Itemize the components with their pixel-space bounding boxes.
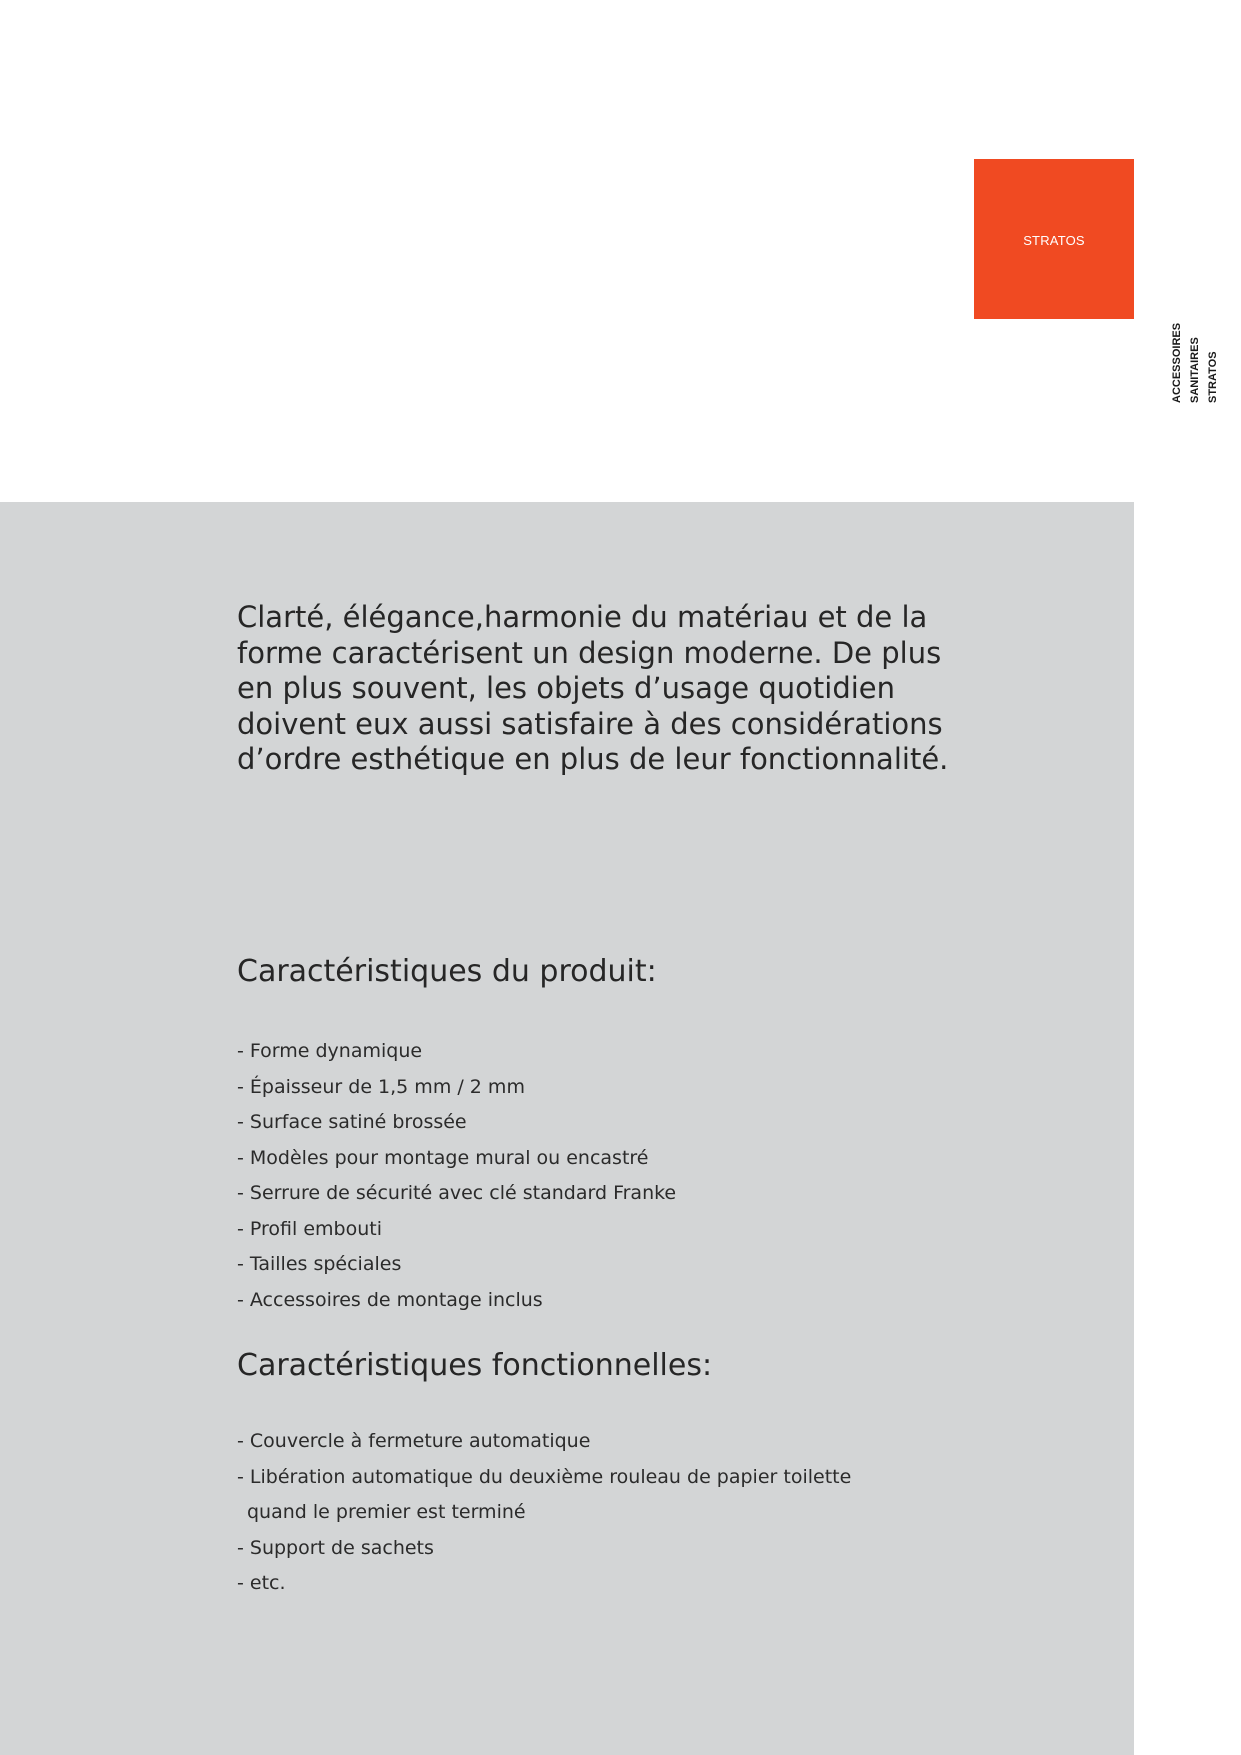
list-item: - Modèles pour montage mural ou encastré <box>237 1146 649 1169</box>
list-item: - Forme dynamique <box>237 1040 423 1062</box>
intro-paragraph: Clarté, élégance,harmonie du matériau et de la forme caractérisent un design moderne. De plus en plus souvent, les objets d’usage quotidien doivent eux aussi satisfaire à des considérations d’ordre esthétique en plus de leur fonctionnalité. <box>237 600 949 776</box>
list-item: - Couvercle à fermeture automatique <box>237 1430 591 1452</box>
side-tab <box>1168 322 1222 403</box>
functional-features-title: Caractéristiques fonctionnelles: <box>237 1348 713 1383</box>
list-item: - etc. <box>237 1572 286 1594</box>
list-item: - Serrure de sécurité avec clé standard Franke <box>237 1182 677 1204</box>
side-tab-line-subcategory: SANITAIRES <box>1189 337 1201 403</box>
product-features-list <box>237 1034 676 1318</box>
list-item: - Surface satiné brossée <box>237 1111 467 1133</box>
list-item: - Épaisseur de 1,5 mm / 2 mm <box>237 1075 525 1098</box>
list-item: - Accessoires de montage inclus <box>237 1288 543 1311</box>
list-item: - Profil embouti <box>237 1217 382 1240</box>
product-features-title: Caractéristiques du produit: <box>237 954 657 989</box>
list-item-continuation: quand le premier est terminé <box>247 1501 526 1523</box>
list-item: - Tailles spéciales <box>237 1253 402 1275</box>
functional-features-list <box>237 1424 851 1602</box>
brand-square <box>974 159 1134 319</box>
side-tab-line-series: STRATOS <box>1207 351 1219 403</box>
list-item: - Support de sachets <box>237 1536 434 1559</box>
list-item: - Libération automatique du deuxième rouleau de papier toilette <box>237 1465 852 1488</box>
side-tab-line-category: ACCESSOIRES <box>1171 322 1183 403</box>
brand-label: STRATOS <box>1023 233 1085 248</box>
